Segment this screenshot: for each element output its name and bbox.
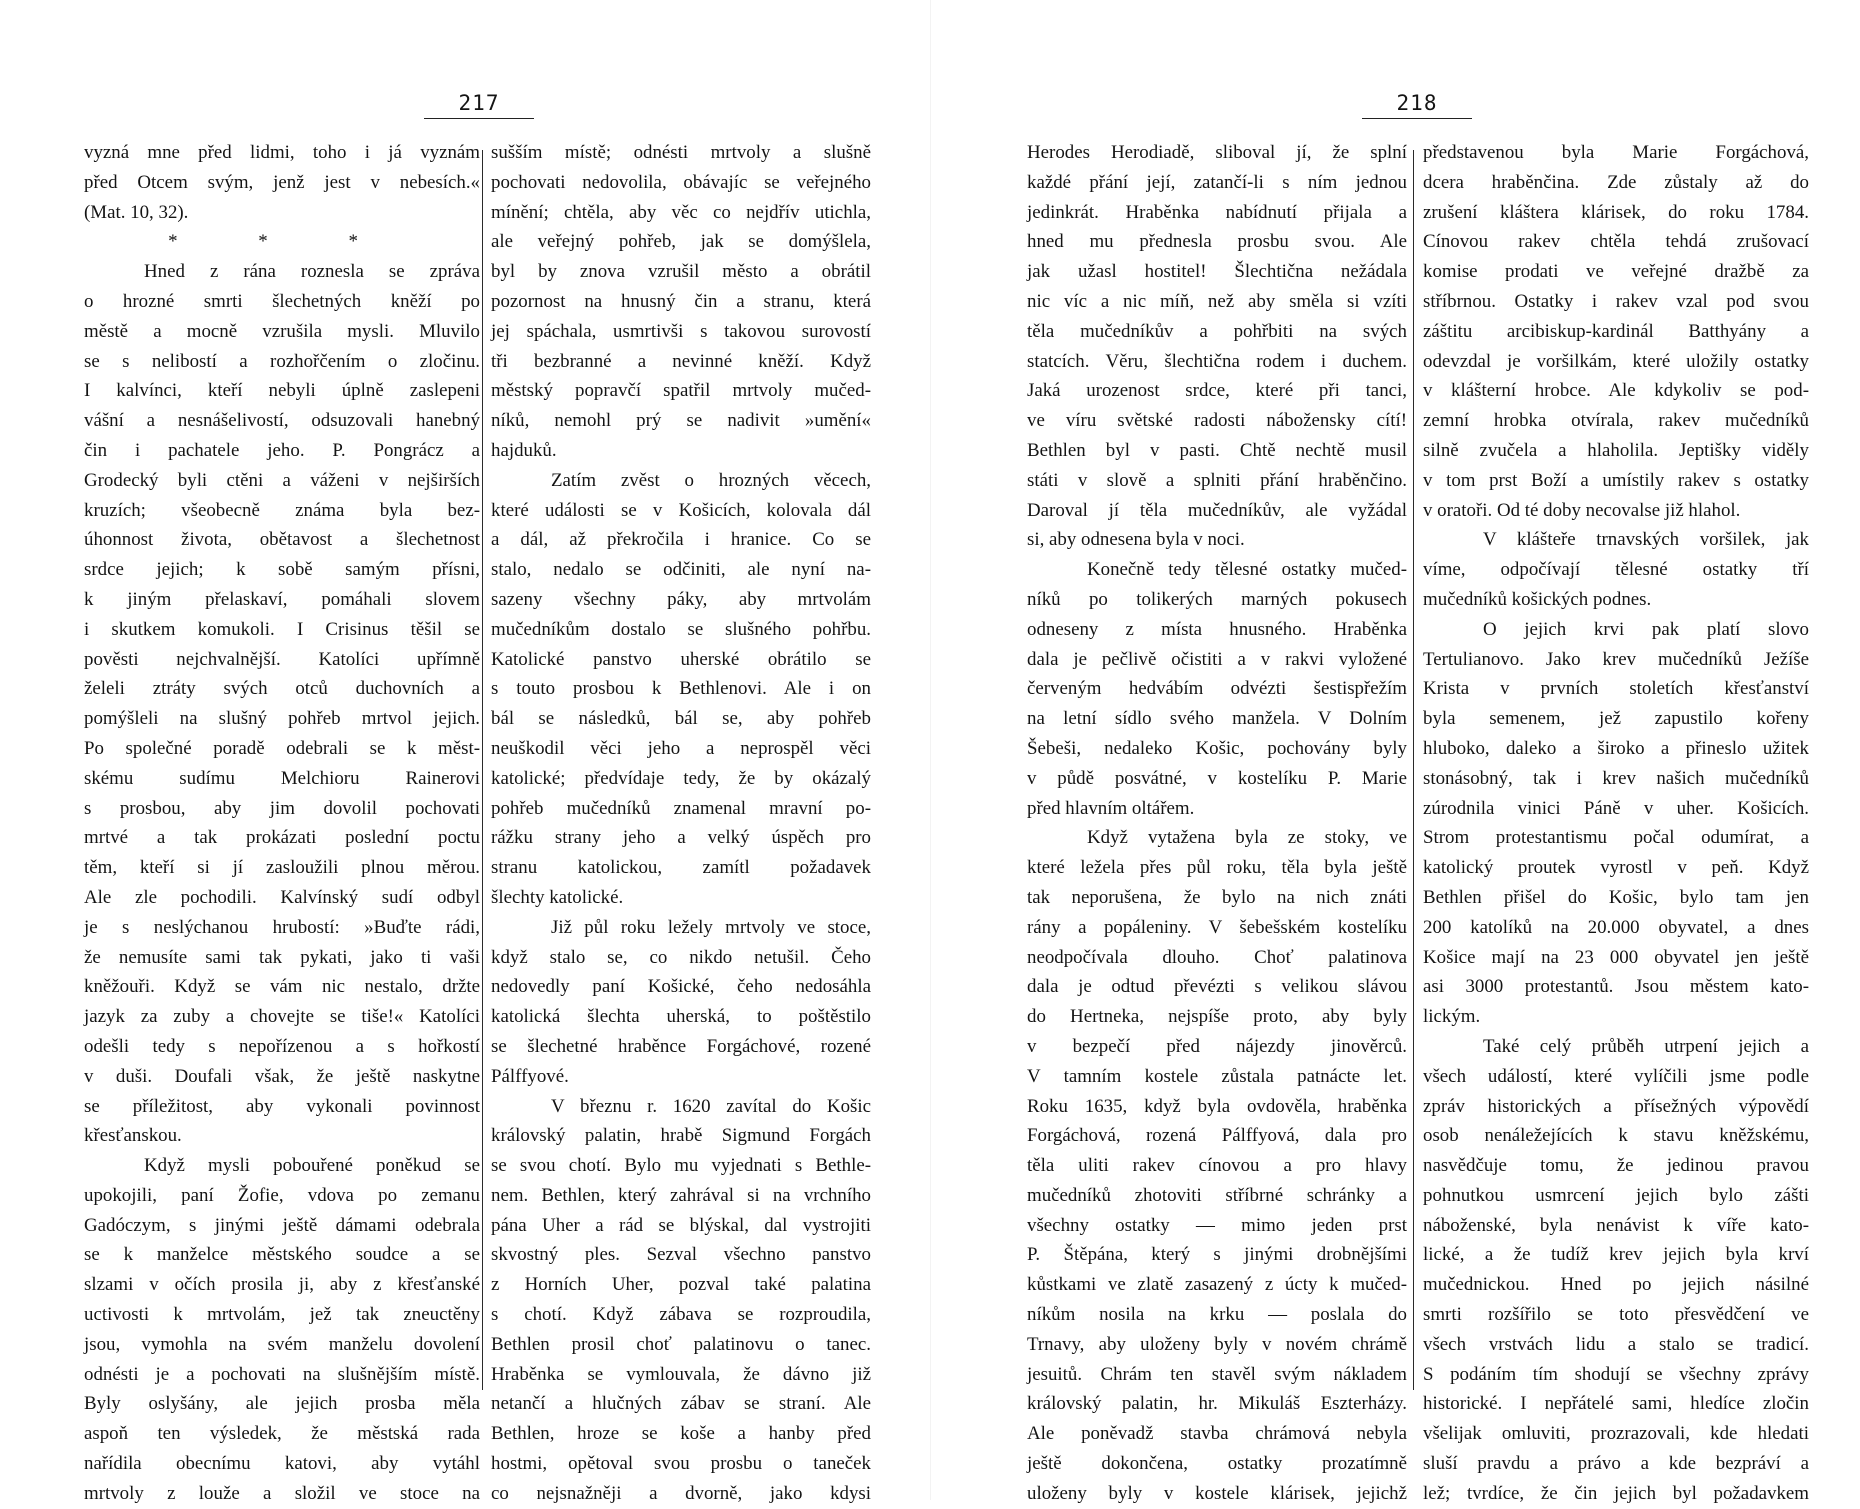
text-line: V březnu r. 1620 zavítal do Košic [551, 1095, 871, 1117]
text-line: kruzích; všeobecně známa byla bez- [84, 499, 480, 521]
text-line: které ležela přes půl roku, těla byla ještě [1027, 857, 1407, 879]
text-line: dcera hraběnčina. Zde zůstaly až do [1423, 171, 1809, 193]
text-line: ale veřejný pohřeb, jak se domýšlela, [491, 231, 871, 253]
text-line: katolický proutek vyrostl v peň. Když [1423, 857, 1809, 879]
text-line: uctivosti k mrtvolám, jež tak zneuctěny [84, 1304, 480, 1326]
text-line: na letní sídlo svého manžela. V Dolním [1027, 708, 1407, 730]
text-line: Cínovou rakev chtěla tehdá zrušovací [1423, 231, 1809, 253]
text-column-left-2 [491, 138, 871, 1504]
text-line: k jiným přelaskaví, pomáhali slovem [84, 588, 480, 610]
text-line: s chotí. Když zábava se rozproudila, [491, 1304, 871, 1326]
text-line: mrtvoly z louže a složil ve stoce na [84, 1482, 480, 1504]
text-line: Forgáchová, rozená Pálffyová, dala pro [1027, 1125, 1407, 1147]
text-line: zrušení kláštera klárisek, do roku 1784. [1423, 201, 1809, 223]
text-line: statcích. Věru, šlechtična rodem i duchem. [1027, 350, 1407, 372]
page-number: 218 [1362, 92, 1472, 119]
text-line: Když vytažena byla ze stoky, ve [1087, 827, 1407, 849]
text-line: že nemusíte sami tak pykati, jako ti vaši [84, 946, 480, 968]
text-line: Bethlen byl v pasti. Chtě nechtě musil [1027, 439, 1407, 461]
text-line: v půdě posvátné, v kostelíku P. Marie [1027, 767, 1407, 789]
text-line: náboženské, byla nenávist k víře kato- [1423, 1214, 1809, 1236]
text-line: mučedníků košických podnes. [1423, 588, 1652, 610]
text-line: se k manželce městského soudce a se [84, 1244, 480, 1266]
text-line: i skutkem komukoli. I Crisinus těšil se [84, 618, 480, 640]
text-line: pána Uher a rád se blýskal, dal vystrojiti [491, 1214, 871, 1236]
text-line: skvostný ples. Sezval všechno panstvo [491, 1244, 871, 1266]
text-line: 200 katolíků na 20.000 obyvatel, a dnes [1423, 916, 1809, 938]
text-line: tři bezbranné a nevinné kněží. Když [491, 350, 871, 372]
text-line: v oratoři. Od té doby necovalse již hlahol. [1423, 499, 1741, 521]
text-line: pohřeb mučedníků znamenal mravní po- [491, 797, 871, 819]
text-line: když stalo se, co nikdo netušil. Čeho [491, 946, 871, 968]
text-line: Strom protestantismu počal odumírat, a [1423, 827, 1809, 849]
page-fold [930, 0, 931, 1500]
text-line: byl by znova vzrušil město a obrátil [491, 261, 871, 283]
text-line: červeným hedvábím odvézti šestispřežím [1027, 678, 1407, 700]
text-line: katolická šlechta uherská, to poštěstilo [491, 1006, 871, 1028]
text-line: níkům nosila na krku — poslala do [1027, 1304, 1407, 1326]
text-line: zemní hrobka otvírala, rakev mučedníků [1423, 410, 1809, 432]
text-line: byla semenem, jež zapustilo kořeny [1423, 708, 1809, 730]
text-line: sluší pravdu a právo a kde bezpráví a [1423, 1453, 1809, 1475]
text-line: těm, kteří si jí zasloužili plnou měrou. [84, 857, 480, 879]
text-line: do Hertneka, nejspíše proto, aby byly [1027, 1006, 1407, 1028]
text-line: odnésti je a pochovati na slušnějším místě. [84, 1363, 480, 1385]
text-line: Herodes Herodiadě, sliboval jí, že splní [1027, 142, 1407, 163]
text-line: katolické; předvídaje tedy, že by okázalý [491, 767, 871, 789]
text-line: P. Štěpána, který s jinými drobnějšími [1027, 1244, 1407, 1266]
text-line: Katolické panstvo uherské obrátilo se [491, 648, 871, 670]
text-line: jedinkrát. Hraběnka nabídnutí přijala a [1027, 201, 1407, 223]
text-line: městě a mocně vzrušila mysli. Mluvilo [84, 320, 480, 342]
column-rule [482, 150, 483, 1390]
text-line: sazeny všechny páky, aby mrtvolám [491, 588, 871, 610]
text-line: asi 3000 protestantů. Jsou městem kato- [1423, 976, 1809, 998]
text-line: aspoň ten výsledek, že městská rada [84, 1423, 480, 1445]
text-line: se šlechetné hraběnce Forgáchové, rozené [491, 1035, 871, 1057]
text-line: hned mu přednesla prosbu svou. Ale [1027, 231, 1407, 253]
text-line: jesuitů. Chrám ten stavěl svým nákladem [1027, 1363, 1407, 1385]
text-line: hluboko, daleko a široko a přineslo užitek [1423, 737, 1809, 759]
text-line: v klášterní hrobce. Ale kdykoliv se pod- [1423, 380, 1809, 402]
text-line: uloženy byly v kostele klárisek, jejichž [1027, 1482, 1407, 1504]
text-line: s prosbou, aby jim dovolil pochovati [84, 797, 480, 819]
text-line: I kalvínci, kteří nebyli úplně zaslepeni [84, 380, 480, 402]
text-line: Šebeši, nedaleko Košic, pochovány byly [1027, 737, 1407, 759]
text-line: pověsti nejchvalnější. Katolíci upřímně [84, 648, 480, 670]
text-line: s touto prosbou k Bethlenovi. Ale i on [491, 678, 871, 700]
text-line: ještě dokončena, ostatky prozatímně [1027, 1453, 1407, 1475]
text-line: všech vrstvách lidu a stalo se tradicí. [1423, 1333, 1809, 1355]
text-line: šlechty katolické. [491, 886, 624, 908]
text-line: kůstkami ve zlatě zasazený z úcty k mučed- [1027, 1274, 1407, 1296]
text-line: mučedníkům dostalo se slušného pohřbu. [491, 618, 871, 640]
text-line: Ale zle pochodili. Kalvínský sudí odbyl [84, 886, 480, 908]
text-line: stříbrnou. Ostatky i rakev vzal pod svou [1423, 290, 1809, 312]
text-line: dala je odtud převézti s velikou slávou [1027, 976, 1407, 998]
text-line: v bezpečí před nájezdy jinověrců. [1027, 1035, 1407, 1057]
text-line: neuškodil věci jeho a neprospěl věci [491, 737, 871, 759]
text-line: Po společné poradě odebrali se k měst- [84, 737, 480, 759]
text-line: vyzná mne před lidmi, toho i já vyznám [84, 142, 480, 163]
text-line: Hraběnka se vymlouvala, že dávno již [491, 1363, 871, 1385]
text-line: nedovedly paní Košické, čeho nedosáhla [491, 976, 871, 998]
text-line: komise prodati ve veřejné dražbě za [1423, 261, 1809, 283]
text-line: S podáním tím shodují se všechny zprávy [1423, 1363, 1809, 1385]
text-line: lež; tvrdíce, že čin jejich byl požadavkem [1423, 1482, 1809, 1504]
text-line: odešli tedy s nepořízenou a s hořkostí [84, 1035, 480, 1057]
text-line: zúrodnila vinici Páně v uher. Košicích. [1423, 797, 1809, 819]
text-line: ve víru světské radosti nábožensky cítí! [1027, 410, 1407, 432]
text-line: tak neporušena, že bylo na nich znáti [1027, 886, 1407, 908]
text-line: odevzdal je voršilkám, které uložily ostatky [1423, 350, 1809, 372]
text-line: jej spáchala, usmrtivši s takovou surovostí [491, 320, 871, 342]
text-line: jazyk za zuby a chovejte se tiše!« Katolíci [84, 1006, 480, 1028]
text-line: upokojili, paní Žofie, vdova po zemanu [84, 1184, 480, 1206]
text-line: představenou byla Marie Forgáchová, [1423, 142, 1809, 163]
text-line: níků po tolikerých marných pokusech [1027, 588, 1407, 610]
text-line: mučednickou. Hned po jejich násilné [1423, 1274, 1809, 1296]
text-line: těla mučedníkův a pohřbiti na svých [1027, 320, 1407, 342]
text-line: nasvědčuje tomu, že jedinou pravou [1423, 1155, 1809, 1177]
text-line: kněžouři. Když se vám nic nestalo, držte [84, 976, 480, 998]
text-line: želeli ztráty svých otců duchovních a [84, 678, 480, 700]
text-line: se s nelibostí a rozhořčením o zločinu. [84, 350, 480, 372]
text-line: všelijak omluviti, prozrazovali, kde hledati [1423, 1423, 1809, 1445]
text-line: Daroval jí těla mučedníkův, ale vyžádal [1027, 499, 1407, 521]
text-line: stranu katolickou, zamítl požadavek [491, 857, 871, 879]
text-line: O jejich krvi pak platí slovo [1483, 618, 1809, 640]
text-line: víme, odpočívají tělesné ostatky tří [1423, 559, 1809, 581]
text-line: skému sudímu Melchioru Rainerovi [84, 767, 480, 789]
text-line: netančí a hlučných zábav se straní. Ale [491, 1393, 871, 1415]
text-line: jak užasl hostitel! Šlechtična nežádala [1027, 261, 1407, 283]
text-line: nařídila obecnímu katovi, aby vytáhl [84, 1453, 480, 1475]
text-line: co nejsnažněji a dvorně, jako kdysi [491, 1482, 871, 1504]
text-line: se svou chotí. Bylo mu vyjednati s Bethle- [491, 1155, 871, 1177]
text-line: Grodecký byli ctěni a váženi v nejširších [84, 469, 480, 491]
text-line: křesťanskou. [84, 1125, 182, 1147]
text-line: všech událostí, které vylíčili jsme podle [1423, 1065, 1809, 1087]
text-line: mínění; chtěla, aby věc co nejdřív utichla, [491, 201, 871, 223]
text-column-right-2 [1423, 138, 1809, 1504]
text-line: Hned z rána roznesla se zpráva [144, 261, 480, 283]
text-line: pohnutkou usmrcení jejich bylo zášti [1423, 1184, 1809, 1206]
text-line: V klášteře trnavských voršilek, jak [1483, 529, 1809, 551]
text-line: Pálffyové. [491, 1065, 569, 1087]
text-line: historické. I nepřátelé sami, hledíce zločin [1423, 1393, 1809, 1415]
text-line: o hrozné smrti šlechetných kněží po [84, 290, 480, 312]
text-line: Byly oslyšány, ale jejich prosba měla [84, 1393, 480, 1415]
text-line: Gadóczym, s jinými ještě dámami odebrala [84, 1214, 480, 1236]
text-line: Košice mají na 23 000 obyvatel jen ještě [1423, 946, 1809, 968]
text-line: Konečně tedy tělesné ostatky mučed- [1087, 559, 1407, 581]
text-line: Již půl roku ležely mrtvoly ve stoce, [551, 916, 871, 938]
text-line: úhonnost života, obětavost a šlechetnost [84, 529, 480, 551]
text-line: Roku 1635, když byla ovdověla, hraběnka [1027, 1095, 1407, 1117]
text-line: královský palatin, hr. Mikuláš Eszterházy. [1027, 1393, 1407, 1415]
text-line: Bethlen prosil choť palatinovu o tanec. [491, 1333, 871, 1355]
text-line: neodpočívala dlouho. Choť palatinova [1027, 946, 1407, 968]
section-break-asterisks: * * * [168, 231, 396, 253]
text-line: Jaká urozenost srdce, které při tanci, [1027, 380, 1407, 402]
text-line: městský popravčí spatřil mrtvoly mučed- [491, 380, 871, 402]
text-line: záštitu arcibiskup-kardinál Batthyány a [1423, 320, 1809, 342]
text-line: všechny ostatky — mimo jeden prst [1027, 1214, 1407, 1236]
text-line: stonásobný, tak i krev našich mučedníků [1423, 767, 1809, 789]
text-line: srdce jejich; k sobě samým přísni, [84, 559, 480, 581]
text-line: těla uliti rakev cínovou a pro hlavy [1027, 1155, 1407, 1177]
text-line: níků, nemohl prý se nadivit »umění« [491, 410, 871, 432]
text-line: jsou, vymohla na svém manželu dovolení [84, 1333, 480, 1355]
text-line: před Otcem svým, jenž jest v nebesích.« [84, 171, 480, 193]
text-line: Bethlen přišel do Košic, bylo tam jen [1423, 886, 1809, 908]
text-line: si, aby odnesena byla v noci. [1027, 529, 1245, 551]
text-line: slzami v očích prosila ji, aby z křesťanské [84, 1274, 480, 1296]
text-line: každé přání její, zatančí-li s ním jednou [1027, 171, 1407, 193]
text-line: hostmi, opětoval svou prosbu o taneček [491, 1453, 871, 1475]
text-column-left-1 [84, 138, 480, 1504]
text-line: z Horních Uher, pozval také palatina [491, 1274, 871, 1296]
text-line: nem. Bethlen, který zahrával si na vrchního [491, 1184, 871, 1206]
text-line: vášní a nesnášelivostí, odsuzovali hanebný [84, 410, 480, 432]
text-line: a dál, až překročila i hranice. Co se [491, 529, 871, 551]
text-line: (Mat. 10, 32). [84, 201, 189, 223]
text-line: odneseny z místa hnusného. Hraběnka [1027, 618, 1407, 640]
text-line: mrtvé a tak prokázati poslední poctu [84, 827, 480, 849]
text-line: je s neslýchanou hrubostí: »Buďte rádi, [84, 916, 480, 938]
text-line: lické, a že tudíž krev jejich byla krví [1423, 1244, 1809, 1266]
text-line: V tamním kostele zůstala patnácte let. [1027, 1065, 1407, 1087]
text-line: královský palatin, hrabě Sigmund Forgách [491, 1125, 871, 1147]
text-line: Tertulianovo. Jako krev mučedníků Ježíše [1423, 648, 1809, 670]
text-line: Krista v prvních stoletích křesťanství [1423, 678, 1809, 700]
text-line: dala je pečlivě očistiti a v rakvi vyložené [1027, 648, 1407, 670]
text-line: Ale poněvadž stavba chrámová nebyla [1027, 1423, 1407, 1445]
text-line: mučedníků zhotoviti stříbrné schránky a [1027, 1184, 1407, 1206]
text-line: bál se následků, bál se, aby pohřeb [491, 708, 871, 730]
text-line: Také celý průběh utrpení jejich a [1483, 1035, 1809, 1057]
text-line: které události se v Košicích, kolovala dál [491, 499, 871, 521]
text-line: státi v slově a splniti přání hraběnčino. [1027, 469, 1407, 491]
text-line: Bethlen, hroze se koše a hanby před [491, 1423, 871, 1445]
page-number: 217 [424, 92, 534, 119]
text-line: nic víc a nic míň, než aby směla si vzíti [1027, 290, 1407, 312]
text-line: Zatím zvěst o hrozných věcech, [551, 469, 871, 491]
text-column-right-1 [1027, 138, 1407, 1504]
text-line: před hlavním oltářem. [1027, 797, 1195, 819]
text-line: čin i pachatele jeho. P. Pongrácz a [84, 439, 480, 461]
text-line: pomýšleli na slušný pohřeb mrtvol jejich. [84, 708, 480, 730]
text-line: v tom prst Boží a umístily rakev s ostatky [1423, 469, 1809, 491]
text-line: lickým. [1423, 1006, 1481, 1028]
column-rule [1413, 150, 1414, 1390]
text-line: Když mysli pobouřené poněkud se [144, 1155, 480, 1177]
text-line: osob nenáležejících k stavu kněžskému, [1423, 1125, 1809, 1147]
text-line: stalo, nedalo se odčiniti, ale nyní na- [491, 559, 871, 581]
text-line: pochovati nedovolila, obávajíc se veřejného [491, 171, 871, 193]
text-line: silně zvučela a hlaholila. Jeptišky viděly [1423, 439, 1809, 461]
text-line: sušším místě; odnésti mrtvoly a slušně [491, 142, 871, 163]
text-line: se příležitost, aby vykonali povinnost [84, 1095, 480, 1117]
text-line: Trnavy, aby uloženy byly v novém chrámě [1027, 1333, 1407, 1355]
text-line: smrti rozšířilo se toto přesvědčení ve [1423, 1304, 1809, 1326]
text-line: hajduků. [491, 439, 557, 461]
text-line: rány a popáleniny. V šebešském kostelíku [1027, 916, 1407, 938]
text-line: rážku strany jeho a velký úspěch pro [491, 827, 871, 849]
text-line: v duši. Doufali však, že ještě naskytne [84, 1065, 480, 1087]
text-line: pozornost na hnusný čin a stranu, která [491, 290, 871, 312]
text-line: zpráv historických a přísežných výpovědí [1423, 1095, 1809, 1117]
